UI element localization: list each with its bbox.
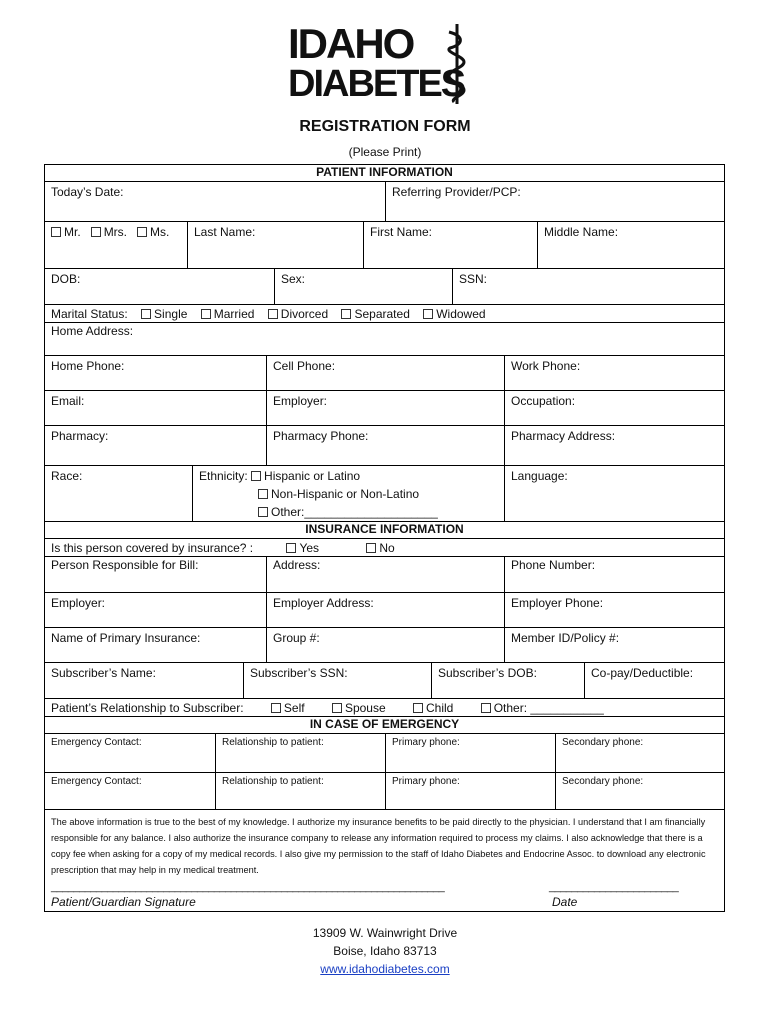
mrs-label: Mrs.	[103, 225, 128, 239]
website-link[interactable]: www.idahodiabetes.com	[320, 962, 450, 976]
language-label: Language:	[511, 469, 568, 483]
checkbox-icon	[271, 703, 281, 713]
email-field[interactable]	[45, 391, 266, 425]
rel-self-checkbox[interactable]	[271, 701, 305, 715]
emergency-contact-field[interactable]	[45, 734, 215, 772]
ins-employer-label: Employer:	[51, 596, 106, 610]
emergency-relationship-field[interactable]	[215, 734, 385, 772]
member-id-field[interactable]	[504, 628, 724, 662]
home-address-field[interactable]	[45, 323, 724, 355]
checkbox-icon	[481, 703, 491, 713]
salutation-field	[45, 222, 187, 268]
row-pharmacy	[45, 426, 724, 466]
employer-address-label: Employer Address:	[273, 596, 374, 610]
row-primary-insurance	[45, 628, 724, 663]
marital-status-label: Marital Status:	[51, 307, 128, 321]
home-phone-label: Home Phone:	[51, 359, 125, 373]
covered-field	[45, 539, 724, 556]
checkbox-icon	[423, 309, 433, 319]
address-field[interactable]	[266, 557, 504, 592]
phone-number-field[interactable]	[504, 557, 724, 592]
rel-child-checkbox[interactable]	[413, 701, 453, 715]
date-label: Date	[552, 895, 578, 909]
mrs-checkbox[interactable]	[91, 225, 127, 239]
middle-name-label: Middle Name:	[544, 225, 619, 239]
emergency-contact-field[interactable]	[45, 773, 215, 809]
occupation-label: Occupation:	[511, 394, 576, 408]
ethnicity-other-checkbox[interactable]	[199, 505, 438, 519]
marital-option-label: Married	[213, 307, 255, 321]
checkbox-icon	[91, 227, 101, 237]
checkbox-icon	[268, 309, 278, 319]
first-name-label: First Name:	[370, 225, 433, 239]
employer-address-field[interactable]	[266, 593, 504, 627]
signature-line[interactable]: ______________________________________________________________________	[51, 881, 445, 893]
checkbox-icon	[258, 507, 268, 517]
email-label: Email:	[51, 394, 85, 408]
address-label: Address:	[273, 558, 321, 572]
responsible-label: Person Responsible for Bill:	[51, 558, 199, 572]
work-phone-label: Work Phone:	[511, 359, 581, 373]
date-line[interactable]: _______________________	[549, 881, 679, 893]
subscriber-dob-label: Subscriber’s DOB:	[438, 666, 537, 680]
checkbox-icon	[137, 227, 147, 237]
pharmacy-address-field[interactable]	[504, 426, 724, 465]
row-emergency-2	[45, 773, 724, 810]
rel-spouse-checkbox[interactable]	[332, 701, 386, 715]
signature-label: Patient/Guardian Signature	[51, 895, 196, 909]
rel-self-label: Self	[283, 701, 305, 715]
emergency-primary-phone-field[interactable]	[385, 734, 555, 772]
subscriber-name-field[interactable]	[45, 663, 243, 698]
ms-label: Ms.	[150, 225, 170, 239]
emergency-primary-phone-label: Primary phone:	[392, 737, 460, 748]
copay-label: Co-pay/Deductible:	[591, 666, 694, 680]
patient-section-header: PATIENT INFORMATION	[45, 165, 724, 182]
responsible-field[interactable]	[45, 557, 266, 592]
race-field[interactable]	[45, 466, 192, 521]
emergency-contact-label: Emergency Contact:	[51, 776, 142, 787]
home-address-label: Home Address:	[51, 324, 134, 338]
registration-form	[44, 164, 725, 912]
group-label: Group #:	[273, 631, 320, 645]
last-name-field[interactable]	[187, 222, 363, 268]
emergency-section-header: IN CASE OF EMERGENCY	[45, 717, 724, 734]
ethnicity-field	[192, 466, 504, 521]
marital-status-field	[45, 305, 724, 322]
emergency-primary-phone-label: Primary phone:	[392, 776, 460, 787]
row-relationship	[45, 699, 724, 717]
relationship-field	[45, 699, 724, 716]
pharmacy-phone-label: Pharmacy Phone:	[273, 429, 369, 443]
cell-phone-label: Cell Phone:	[273, 359, 336, 373]
ethnicity-non-hispanic-checkbox[interactable]	[199, 487, 419, 501]
checkbox-icon	[201, 309, 211, 319]
subscriber-dob-field[interactable]	[431, 663, 584, 698]
relationship-label: Patient’s Relationship to Subscriber:	[51, 701, 244, 715]
sex-label: Sex:	[281, 272, 306, 286]
logo-line-1: IDAHO	[288, 20, 414, 67]
checkbox-icon	[332, 703, 342, 713]
primary-insurance-field[interactable]	[45, 628, 266, 662]
ssn-field[interactable]	[452, 269, 724, 304]
insurance-section-header: INSURANCE INFORMATION	[45, 522, 724, 539]
home-phone-field[interactable]	[45, 356, 266, 390]
row-race-ethnicity	[45, 466, 724, 522]
subscriber-ssn-field[interactable]	[243, 663, 431, 698]
language-field[interactable]	[504, 466, 724, 521]
no-label: No	[379, 541, 395, 555]
row-responsible	[45, 557, 724, 593]
todays-date-field[interactable]	[45, 182, 385, 221]
checkbox-icon	[286, 543, 296, 553]
row-phones	[45, 356, 724, 391]
dob-field[interactable]	[45, 269, 274, 304]
footer-website	[0, 962, 770, 976]
first-name-field[interactable]	[363, 222, 537, 268]
emergency-relationship-label: Relationship to patient:	[222, 737, 324, 748]
cell-phone-field[interactable]	[266, 356, 504, 390]
idaho-diabetes-logo	[288, 20, 468, 106]
marital-option-label: Separated	[354, 307, 410, 321]
marital-option-label: Widowed	[436, 307, 486, 321]
checkbox-icon	[366, 543, 376, 553]
employer-field[interactable]	[266, 391, 504, 425]
primary-insurance-label: Name of Primary Insurance:	[51, 631, 201, 645]
mr-checkbox[interactable]	[51, 225, 81, 239]
last-name-label: Last Name:	[194, 225, 256, 239]
marital-option-label: Divorced	[280, 307, 329, 321]
pharmacy-label: Pharmacy:	[51, 429, 109, 443]
ethnicity-option-label: Non-Hispanic or Non-Latino	[271, 487, 420, 501]
group-field[interactable]	[266, 628, 504, 662]
emergency-primary-phone-field[interactable]	[385, 773, 555, 809]
emergency-relationship-field[interactable]	[215, 773, 385, 809]
emergency-relationship-label: Relationship to patient:	[222, 776, 324, 787]
footer-city: Boise, Idaho 83713	[333, 944, 437, 958]
rel-other-checkbox[interactable]	[481, 701, 604, 715]
dob-label: DOB:	[51, 272, 81, 286]
marital-separated-checkbox[interactable]	[341, 307, 409, 321]
occupation-field[interactable]	[504, 391, 724, 425]
ethnicity-option-label: Other:____________________	[271, 505, 438, 519]
ins-employer-field[interactable]	[45, 593, 266, 627]
checkbox-icon	[341, 309, 351, 319]
yes-label: Yes	[299, 541, 320, 555]
subscriber-name-label: Subscriber’s Name:	[51, 666, 156, 680]
row-marital-status	[45, 305, 724, 323]
referring-provider-field[interactable]	[385, 182, 724, 221]
phone-number-label: Phone Number:	[511, 558, 596, 572]
form-title: REGISTRATION FORM	[299, 118, 471, 135]
emergency-secondary-phone-field[interactable]	[555, 734, 724, 772]
covered-question: Is this person covered by insurance? :	[51, 541, 254, 555]
rel-spouse-label: Spouse	[344, 701, 386, 715]
rel-other-label: Other: ___________	[493, 701, 604, 715]
todays-date-label: Today’s Date:	[51, 185, 124, 199]
employer-phone-label: Employer Phone:	[511, 596, 604, 610]
checkbox-icon	[141, 309, 151, 319]
sex-field[interactable]	[274, 269, 452, 304]
emergency-secondary-phone-label: Secondary phone:	[562, 737, 644, 748]
member-id-label: Member ID/Policy #:	[511, 631, 620, 645]
pharmacy-address-label: Pharmacy Address:	[511, 429, 616, 443]
employer-phone-field[interactable]	[504, 593, 724, 627]
checkbox-icon	[258, 489, 268, 499]
marital-married-checkbox[interactable]	[201, 307, 255, 321]
subscriber-ssn-label: Subscriber’s SSN:	[250, 666, 348, 680]
ms-checkbox[interactable]	[137, 225, 169, 239]
row-ins-employer	[45, 593, 724, 628]
caduceus-icon	[446, 22, 468, 106]
ethnicity-label: Ethnicity:	[199, 469, 248, 483]
ethnicity-hispanic-checkbox[interactable]	[251, 469, 360, 483]
marital-widowed-checkbox[interactable]	[423, 307, 485, 321]
marital-divorced-checkbox[interactable]	[268, 307, 328, 321]
covered-yes-checkbox[interactable]	[286, 541, 319, 555]
form-subtitle: (Please Print)	[348, 145, 422, 159]
emergency-secondary-phone-field[interactable]	[555, 773, 724, 809]
covered-no-checkbox[interactable]	[366, 541, 394, 555]
marital-single-checkbox[interactable]	[141, 307, 187, 321]
row-dob-sex-ssn	[45, 269, 724, 305]
consent-block	[45, 810, 724, 911]
checkbox-icon	[251, 471, 261, 481]
checkbox-icon	[51, 227, 61, 237]
checkbox-icon	[413, 703, 423, 713]
row-home-address	[45, 323, 724, 356]
consent-text: The above information is true to the best of my knowledge. I authorize my insurance benefits to be paid directly to the physician. I understand that I am financially responsible for any balance. I also authorize the insurance company to release any information required to process my claims. I also acknowledge that there is a copy fee when asking for a copy of my medical records. I also give my permission to the staff of Idaho Diabetes and Endocrine Assoc. to download any electronic prescription that may help in my medical treatment.	[51, 817, 706, 875]
middle-name-field[interactable]	[537, 222, 724, 268]
row-subscriber	[45, 663, 724, 699]
ssn-label: SSN:	[459, 272, 488, 286]
logo-line-2: DIABETES	[288, 63, 465, 105]
emergency-secondary-phone-label: Secondary phone:	[562, 776, 644, 787]
rel-child-label: Child	[425, 701, 454, 715]
race-label: Race:	[51, 469, 83, 483]
marital-option-label: Single	[154, 307, 188, 321]
work-phone-field[interactable]	[504, 356, 724, 390]
referring-provider-label: Referring Provider/PCP:	[392, 185, 521, 199]
pharmacy-phone-field[interactable]	[266, 426, 504, 465]
ethnicity-option-label: Hispanic or Latino	[264, 469, 361, 483]
pharmacy-field[interactable]	[45, 426, 266, 465]
row-email-employer	[45, 391, 724, 426]
footer-street: 13909 W. Wainwright Drive	[312, 926, 458, 940]
copay-field[interactable]	[584, 663, 724, 698]
row-date-referring	[45, 182, 724, 222]
employer-label: Employer:	[273, 394, 328, 408]
row-covered	[45, 539, 724, 557]
row-emergency-1	[45, 734, 724, 773]
emergency-contact-label: Emergency Contact:	[51, 737, 142, 748]
mr-label: Mr.	[64, 225, 81, 239]
row-names	[45, 222, 724, 269]
